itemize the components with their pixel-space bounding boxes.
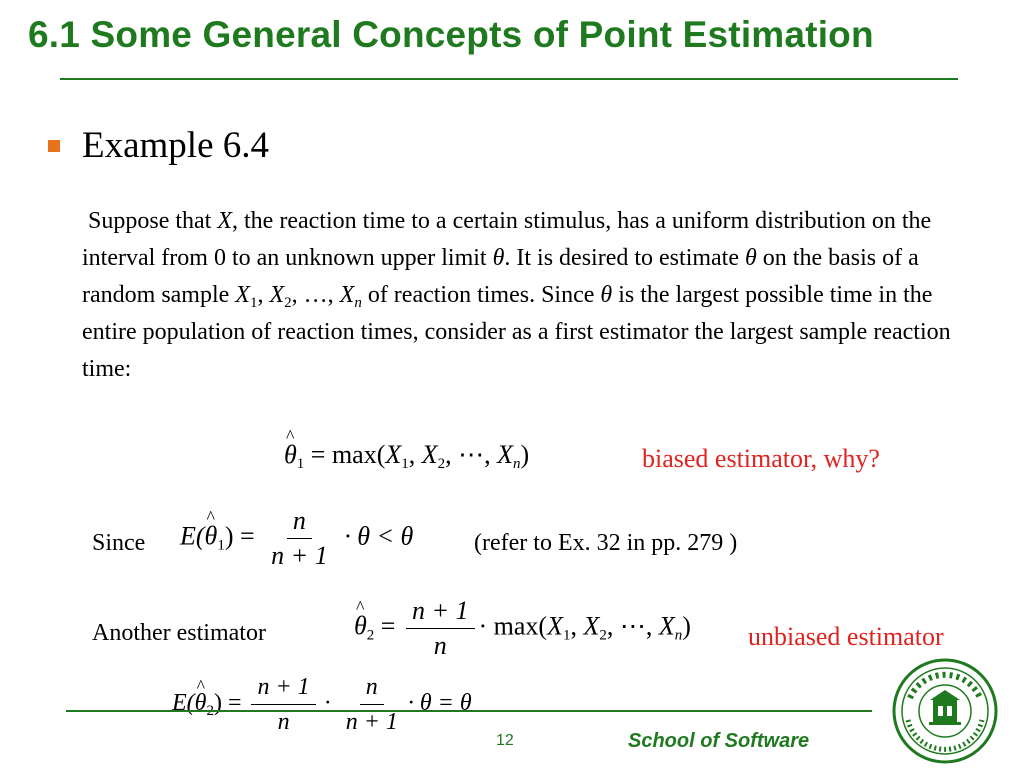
footer-label: School of Software [628, 730, 810, 752]
denominator: n + 1 [271, 541, 328, 570]
math-text: = [374, 611, 396, 641]
subscript: 1 [217, 537, 225, 554]
para-text: is the largest possible time in the entire population of reaction times, consider as a first estimator the largest sample reaction time: [82, 282, 951, 382]
var-x: X [547, 611, 563, 641]
math-text: = max( [304, 440, 386, 469]
example-heading: Example 6.4 [82, 125, 270, 166]
equation-expectation-theta2: E(^ $\theta_2$) = $\frac{n + 1}{n}$ · $\frac{n}{n + 1}$ · θ = θ [172, 672, 472, 737]
another-estimator-label: Another estimator [92, 620, 266, 646]
para-text: , [257, 282, 270, 308]
expectation-e: E( [180, 521, 205, 551]
var-theta: θ [745, 245, 757, 271]
para-text: , …, [291, 282, 340, 308]
expectation-e: E( [172, 690, 195, 717]
math-text: , [445, 440, 459, 469]
math-text: , [408, 440, 422, 469]
subscript: 2 [437, 456, 446, 472]
var-xn: X [339, 282, 355, 308]
equation-theta1-max [284, 440, 529, 470]
var-theta: θ [492, 245, 505, 271]
math-text: ) [682, 611, 691, 641]
subscript: n [674, 627, 683, 644]
math-text: ) = [224, 521, 255, 551]
var-x1: X [235, 282, 250, 308]
fraction-n-plus-1-over-n [251, 672, 315, 737]
subscript: n [513, 456, 521, 472]
subscript: 1 [249, 295, 258, 311]
university-seal-icon [892, 658, 998, 764]
subscript: 2 [206, 703, 214, 720]
math-dots: ⋯ [458, 440, 485, 469]
subscript: 2 [599, 627, 607, 644]
var-x: X [385, 440, 402, 469]
biased-note: biased estimator, why? [642, 444, 880, 473]
equation-expectation-theta1 [180, 506, 413, 571]
denominator: n + 1 [345, 709, 398, 735]
subscript: 1 [401, 456, 409, 472]
footer-divider [66, 710, 872, 712]
theta-hat: ^ θ [205, 521, 218, 551]
var-x: X [497, 440, 514, 469]
fraction-n-over-n-plus-1 [265, 506, 334, 571]
theta-hat: ^ θ [195, 690, 207, 717]
math-text: · θ < θ [344, 521, 414, 551]
math-text: , [484, 440, 498, 469]
para-text: of reaction times. Since [361, 282, 601, 308]
var-x: X [658, 611, 675, 641]
reference-note: (refer to Ex. 32 in pp. 279 ) [474, 530, 738, 556]
numerator: n [360, 672, 384, 705]
subscript: 2 [366, 627, 375, 644]
fraction-n-over-n-plus-1 [340, 672, 404, 737]
para-text: , the reaction time to a certain stimulus, has a uniform distribution on the interval from 0 to an unknown upper limit [82, 208, 932, 271]
equation-theta2 [354, 596, 691, 661]
theta-hat: ^ θ [354, 611, 367, 641]
unbiased-note: unbiased estimator [748, 622, 944, 651]
math-dots: ⋯ [619, 611, 646, 641]
subscript: 1 [562, 627, 571, 644]
denominator: n [433, 631, 447, 660]
var-x: X [583, 611, 600, 641]
para-text: on the basis of a random sample [82, 245, 919, 308]
numerator: n [287, 506, 312, 539]
title-divider [60, 78, 958, 80]
theta-hat: ^ θ [284, 440, 297, 470]
math-text: , [606, 611, 620, 641]
math-text: ) = [213, 690, 242, 717]
slide-title: 6.1 Some General Concepts of Point Estimation [28, 14, 874, 55]
page-number: 12 [496, 732, 514, 749]
math-text: · θ = θ [407, 690, 472, 717]
math-text: , [645, 611, 659, 641]
numerator: n + 1 [251, 672, 315, 705]
subscript: n [354, 295, 362, 311]
var-x: X [217, 208, 232, 234]
para-text: Suppose that [88, 208, 218, 234]
since-label: Since [92, 530, 146, 556]
example-paragraph [82, 203, 962, 388]
math-text: , [570, 611, 584, 641]
subscript: 2 [284, 295, 292, 311]
math-text: · max( [478, 611, 548, 641]
var-x: X [421, 440, 438, 469]
denominator: n [277, 709, 290, 735]
fraction-n-plus-1-over-n [406, 596, 475, 661]
para-text: . It is desired to estimate [504, 245, 745, 271]
numerator: n + 1 [406, 596, 475, 629]
var-x2: X [269, 282, 285, 308]
bullet-square-icon [48, 140, 60, 152]
math-text: ) [520, 440, 530, 469]
var-theta: θ [600, 282, 613, 308]
subscript: 1 [296, 456, 305, 472]
